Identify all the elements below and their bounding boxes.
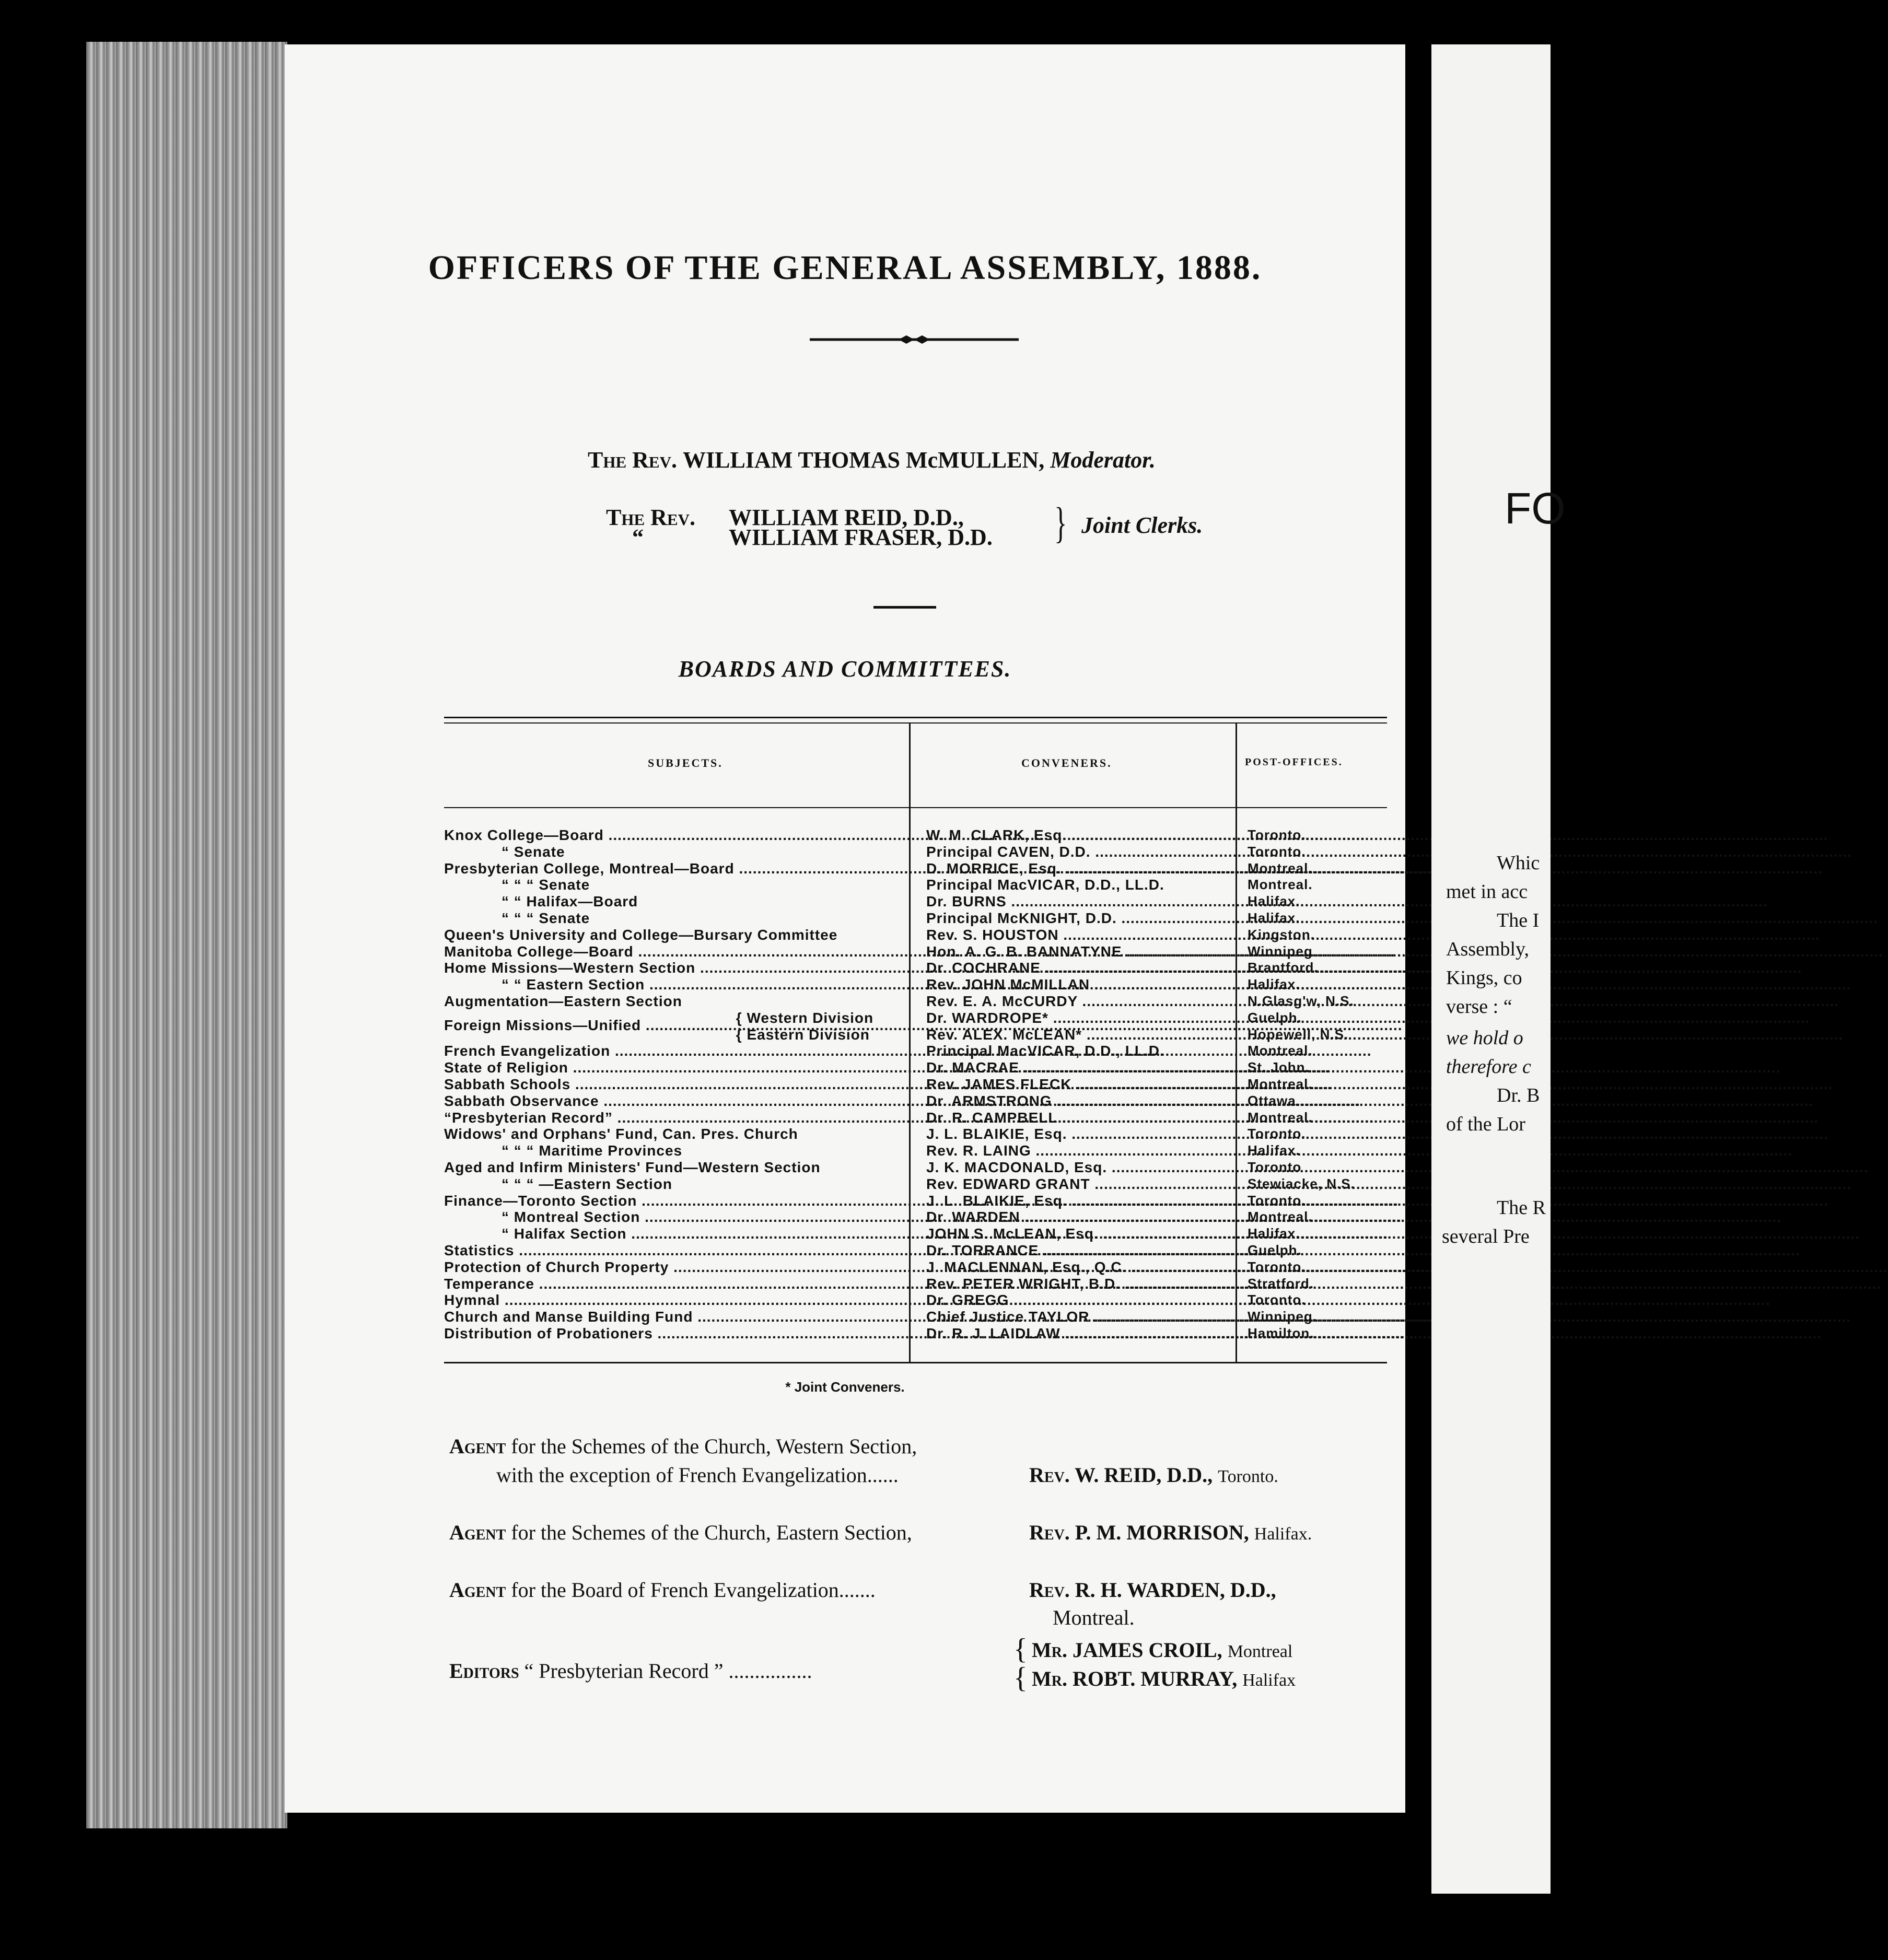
post-cell: Montreal. [1248,860,1313,876]
subject-cell: “ “ “ Senate [502,909,590,926]
convener-cell: Dr. BURNS ..... [926,893,1246,910]
editor-2: Mr. ROBT. MURRAY, Halifax [1032,1667,1296,1690]
subject-cell: Presbyterian College, Montreal—Board ..... [444,860,909,877]
convener-cell: Hon. A. G. B. BANNATYNE ..... [926,943,1246,960]
header-conveners: CONVENERS. [1021,756,1112,769]
subject-cell: French Evangelization ..... [444,1043,909,1059]
post-cell: Toronto [1248,1159,1302,1175]
post-cell: Ottawa [1248,1092,1296,1109]
convener-cell: Dr. TORRANCE ..... [926,1242,1246,1259]
convener-cell: J. L. BLAIKIE, Esq. ..... [926,1193,1246,1209]
subject-cell: “ Halifax Section ..... [444,1226,909,1242]
moderator-role: Moderator. [1050,447,1156,473]
post-cell: Halifax. [1248,1226,1300,1242]
subject-cell: Temperance ..... [444,1276,909,1292]
post-cell: Kingston. [1248,926,1315,942]
convener-cell: Dr. MACRAE ..... [926,1059,1246,1076]
convener-cell: D. MORRICE, Esq. ..... [926,860,1246,877]
agent-3-name: Rev. R. H. WARDEN, D.D., [1029,1578,1276,1602]
convener-cell: Rev. JAMES FLECK ..... [926,1076,1246,1093]
post-cell: Guelph. [1248,1009,1302,1025]
convener-cell: Principal MacVICAR, D.D., LL.D. [926,877,1164,893]
post-cell: Hopewell, N.S. [1248,1026,1349,1042]
post-cell: Winnipeg [1248,943,1313,959]
editors-brace: { [1013,1633,1028,1665]
post-cell: Toronto. [1248,843,1306,859]
subject-cell: Home Missions—Western Section ..... [444,960,909,976]
subject-cell: Queen's University and College—Bursary Committee [444,926,838,943]
facing-line: several Pre [1442,1226,1530,1247]
boards-heading: BOARDS AND COMMITTEES. [678,656,1012,682]
facing-line: verse : “ [1446,996,1512,1018]
subject-cell: “ Montreal Section ..... [444,1209,909,1226]
subject-cell: Finance—Toronto Section ..... [444,1193,909,1209]
facing-line: we hold o [1446,1027,1523,1049]
subject-cell: “ “ Eastern Section ..... [444,976,909,993]
book-page-edges [86,42,287,1828]
post-cell: Hamilton. [1248,1325,1314,1341]
post-cell: Halifax. [1248,893,1300,909]
clerks-brace: } [1054,499,1067,547]
header-post-offices: POST-OFFICES. [1245,756,1343,768]
subject-cell: State of Religion ..... [444,1059,909,1076]
subject-cell: Foreign Missions—Unified ..... [444,1017,731,1034]
convener-cell: W. M. CLARK, Esq. ..... [926,827,1246,844]
subject-cell: “Presbyterian Record” ..... [444,1110,909,1126]
post-cell: Montreal. [1248,1109,1313,1125]
agent-2-line: Agent for the Schemes of the Church, Eastern Section, [449,1521,912,1544]
subject-cell: Knox College—Board ..... [444,827,909,844]
post-cell: Toronto. [1248,1126,1306,1142]
clerks-ditto: “ [632,524,644,550]
convener-cell: Rev. R. LAING ..... [926,1142,1246,1159]
facing-heading: FO [1505,484,1566,533]
convener-cell: Dr. R. CAMPBELL ..... [926,1110,1246,1126]
subject-cell: “ “ “ —Eastern Section [502,1175,672,1192]
convener-cell: Rev. EDWARD GRANT ..... [926,1176,1246,1193]
subject-cell: Augmentation—Eastern Section [444,993,682,1009]
agent-3-place: Montreal. [1053,1606,1135,1629]
facing-line: The R [1497,1197,1546,1219]
division-western: { Western Division [736,1009,874,1026]
clerk-name-1: WILLIAM REID, D.D., [729,505,964,530]
subject-cell: Church and Manse Building Fund ..... [444,1309,909,1325]
agent-2-name: Rev. P. M. MORRISON, Halifax. [1029,1521,1312,1544]
moderator-name: WILLIAM THOMAS McMULLEN, [682,447,1045,473]
table-top-rule [444,717,1387,718]
post-cell: Guelph. [1248,1242,1302,1258]
agent-1-line-2: with the exception of French Evangelization...... [496,1463,899,1487]
joint-conveners-note: * Joint Conveners. [785,1379,905,1395]
post-cell: Montreal. [1248,1043,1313,1059]
header-subjects: SUBJECTS. [648,756,723,769]
post-cell: Montreal. [1248,1209,1313,1225]
convener-cell: J. K. MACDONALD, Esq. ..... [926,1159,1246,1176]
facing-line: Dr. B [1497,1084,1540,1106]
subject-cell: Manitoba College—Board ..... [444,943,909,960]
moderator-line [588,447,1156,473]
post-cell: Stewiacke, N.S. [1248,1175,1355,1192]
clerk-name-2: WILLIAM FRASER, D.D. [729,524,993,550]
post-cell: Halifax. [1248,909,1300,926]
post-cell: Toronto. [1248,1292,1306,1308]
subject-cell: Sabbath Schools ..... [444,1076,909,1093]
post-cell: Toronto. [1248,1192,1306,1208]
convener-cell: Rev. E. A. McCURDY ..... [926,993,1246,1010]
agent-3-line: Agent for the Board of French Evangelization....... [449,1578,876,1602]
moderator-prefix: The Rev. [588,447,677,473]
convener-cell: Dr. ARMSTRONG ..... [926,1093,1246,1110]
post-cell: Stratford. [1248,1275,1314,1291]
subject-cell: “ “ “ Senate [502,877,590,893]
facing-line: of the Lor [1446,1113,1525,1135]
convener-cell: Principal CAVEN, D.D. ..... [926,844,1246,860]
conveners-column [926,827,1246,1342]
header-bottom-rule [444,807,1387,808]
subject-cell: “ “ “ Maritime Provinces [502,1142,683,1159]
convener-cell: Chief Justice TAYLOR ..... [926,1309,1246,1325]
post-cell: Halifax. [1248,976,1300,993]
short-divider [873,606,936,609]
convener-cell: Principal MacVICAR, D.D., LL.D. [926,1043,1164,1059]
post-cell: N.Glasg'w, N.S. [1248,993,1354,1009]
page-title: OFFICERS OF THE GENERAL ASSEMBLY, 1888. [428,249,1262,287]
facing-line: The I [1497,909,1540,931]
subject-cell: “ “ Halifax—Board [502,893,638,910]
convener-cell: J. MACLENNAN, Esq., Q.C. ..... [926,1259,1246,1276]
clerks-prefix: The Rev. [606,505,695,530]
editors-line: Editors “ Presbyterian Record ” ................ [449,1659,812,1683]
subject-cell: Widows' and Orphans' Fund, Can. Pres. Church [444,1126,798,1142]
post-cell: Halifax. [1248,1142,1300,1159]
convener-cell: J. L. BLAIKIE, Esq. ..... [926,1126,1246,1142]
clerks-role: Joint Clerks. [1081,512,1203,538]
convener-cell: Rev. S. HOUSTON ..... [926,927,1246,943]
facing-line: met in acc [1446,881,1528,903]
convener-cell: Rev. JOHN McMILLAN ..... [926,976,1246,993]
facing-page [1431,44,1566,1894]
post-cell: Montreal. [1248,1076,1313,1092]
subject-cell: Aged and Infirm Ministers' Fund—Western Section [444,1159,821,1175]
subject-cell: Sabbath Observance ..... [444,1093,909,1110]
convener-cell: Rev. PETER WRIGHT, B.D. ..... [926,1276,1246,1292]
editor-1: Mr. JAMES CROIL, Montreal [1032,1638,1293,1662]
facing-line: therefore c [1446,1056,1531,1078]
post-cell: St. John. [1248,1059,1310,1076]
post-cell: Brantford. [1248,960,1319,976]
subject-cell: Protection of Church Property ..... [444,1259,909,1276]
agent-1-line-1: Agent for the Schemes of the Church, Western Section, [449,1434,917,1458]
convener-cell: Dr. WARDEN ..... [926,1209,1246,1226]
table-top-rule-2 [444,722,1387,724]
post-cell: Winnipeg. [1248,1309,1317,1325]
convener-cell: JOHN S. McLEAN, Esq. ..... [926,1226,1246,1242]
convener-cell: Dr. R. J. LAIDLAW ..... [926,1325,1246,1342]
subject-cell: Statistics ..... [444,1242,909,1259]
post-cell: Toronto. [1248,827,1306,843]
post-cell: Toronto. [1248,1258,1306,1275]
convener-cell: Principal McKNIGHT, D.D. ..... [926,910,1246,927]
agent-1-name: Rev. W. REID, D.D., Toronto. [1029,1463,1278,1487]
convener-cell: Dr. GREGG ..... [926,1292,1246,1309]
convener-cell: Dr. COCHRANE ..... [926,960,1246,976]
convener-cell: Dr. WARDROPE* ..... [926,1010,1246,1026]
document-page [285,44,1405,1813]
post-cell: Montreal. [1248,877,1313,893]
subject-cell: Hymnal ..... [444,1292,909,1309]
facing-line: Kings, co [1446,967,1522,989]
subject-cell: Distribution of Probationers ..... [444,1325,909,1342]
division-eastern: { Eastern Division [736,1026,870,1043]
convener-cell: Rev. ALEX. McLEAN* ..... [926,1026,1246,1043]
editors-brace-2: { [1013,1662,1028,1694]
table-bottom-rule [444,1362,1387,1363]
ornament-divider [810,333,1019,346]
facing-line: Whic [1497,852,1540,874]
facing-line: Assembly, [1446,938,1530,960]
foreign-missions-divisions [736,1010,908,1043]
subject-cell: “ Senate [502,843,565,860]
post-offices-column [1248,827,1383,1342]
